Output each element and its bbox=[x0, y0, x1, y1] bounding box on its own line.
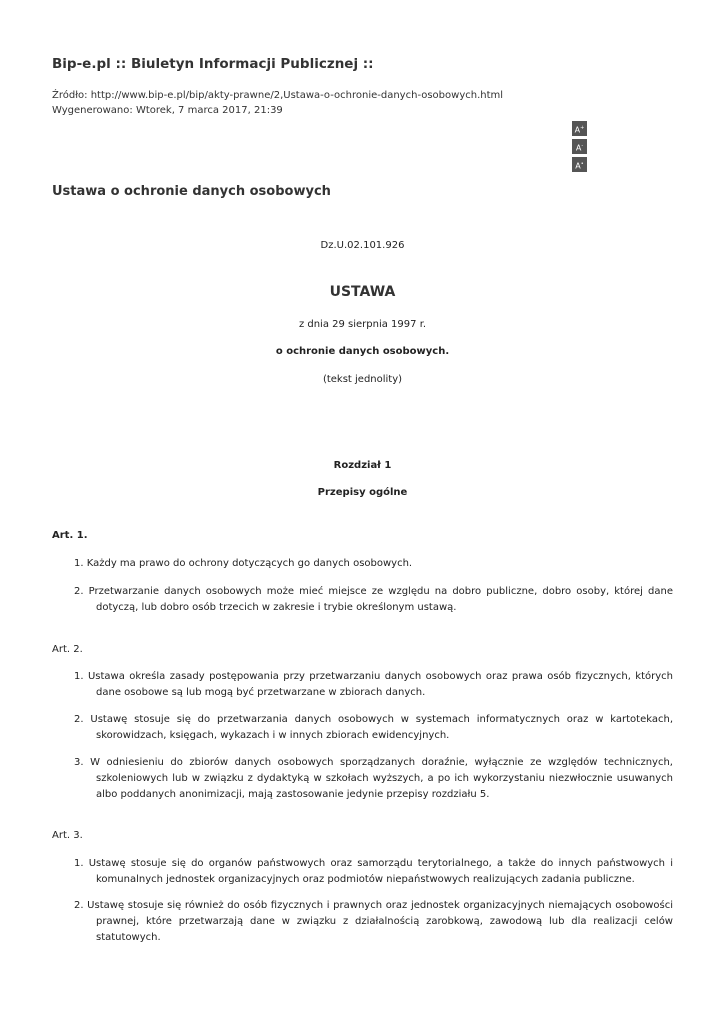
act-note: (tekst jednolity) bbox=[322, 374, 403, 385]
article-label: Art. 3. bbox=[52, 830, 83, 841]
font-size-controls bbox=[572, 121, 587, 175]
site-title: Bip-e.pl :: Biuletyn Informacji Publicznej :: bbox=[52, 56, 374, 72]
article-paragraph: 1. Ustawę stosuje się do organów państwowych oraz samorządu terytorialnego, a także do innych państwowych i komunalnych jednostek organizacyjnych oraz podmiotów niepaństwowych realizujących zadania publiczne. bbox=[74, 858, 673, 885]
article-paragraph: 3. W odniesieniu do zbiorów danych osobowych sporządzanych doraźnie, wyłącznie ze względów technicznych, szkoleniowych lub w związku z dydaktyką w szkołach wyższych, a po ich wykorzystaniu niezwłocznie usuwanych albo poddanych anonimizacji, mają zastosowanie jedynie przepisy rozdziału 5. bbox=[74, 757, 673, 800]
article-label: Art. 2. bbox=[52, 644, 83, 655]
chapter-number: Rozdział 1 bbox=[333, 460, 392, 471]
document-title: Ustawa o ochronie danych osobowych bbox=[52, 184, 331, 199]
source-line: Źródło: http://www.bip-e.pl/bip/akty-prawne/2,Ustawa-o-ochronie-danych-osobowych.html bbox=[52, 90, 504, 101]
article-paragraph: 2. Ustawę stosuje się do przetwarzania danych osobowych w systemach informatycznych oraz w kartotekach, skorowidzach, księgach, wykazach i w innych zbiorach ewidencyjnych. bbox=[74, 714, 673, 741]
article-label: Art. 1. bbox=[52, 530, 88, 541]
act-heading: USTAWA bbox=[329, 284, 396, 300]
generated-line: Wygenerowano: Wtorek, 7 marca 2017, 21:39 bbox=[52, 105, 283, 116]
article-paragraph: 1. Ustawa określa zasady postępowania przy przetwarzaniu danych osobowych oraz prawa osób fizycznych, których dane osobowe są lub mogą być przetwarzane w zbiorach danych. bbox=[74, 671, 673, 698]
article-paragraph: 2. Przetwarzanie danych osobowych może mieć miejsce ze względu na dobro publiczne, dobro osoby, której dane dotyczą, lub dobro osób trzecich w zakresie i trybie określonym ustawą. bbox=[74, 586, 673, 613]
chapter-title: Przepisy ogólne bbox=[317, 487, 408, 498]
font-decrease-icon[interactable]: A- bbox=[572, 139, 587, 154]
font-reset-icon[interactable]: A• bbox=[572, 157, 587, 172]
article-paragraph: 2. Ustawę stosuje się również do osób fizycznych i prawnych oraz jednostek organizacyjnych niemających osobowości prawnej, które przetwarzają dane w związku z działalnością zarobkową, zawodową lub dla realizacji celów statutowych. bbox=[74, 900, 673, 943]
article-paragraph: 1. Każdy ma prawo do ochrony dotyczących go danych osobowych. bbox=[74, 558, 413, 569]
journal-reference: Dz.U.02.101.926 bbox=[320, 240, 405, 251]
act-subject: o ochronie danych osobowych. bbox=[275, 346, 450, 357]
font-increase-icon[interactable]: A+ bbox=[572, 121, 587, 136]
act-date: z dnia 29 sierpnia 1997 r. bbox=[298, 319, 427, 330]
